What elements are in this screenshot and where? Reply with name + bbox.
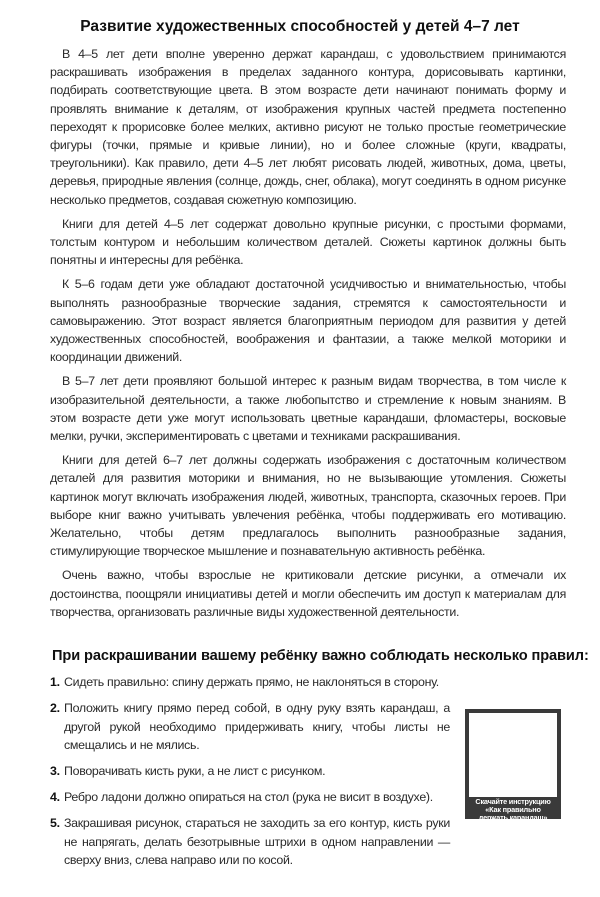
rules-list xyxy=(50,673,450,877)
download-caption xyxy=(465,798,561,822)
item-text: Поворачивать кисть руки, а не лист с рисунком. xyxy=(64,763,326,778)
item-text: Закрашивая рисунок, стараться не заходить за его контур, кисть руки не напрягать, делать безотрывные штрихи в одном направлении — сверху вниз, слева направо или по косой. xyxy=(64,816,450,867)
caption-line: Скачайте инструкцию xyxy=(475,797,551,807)
item-text: Положить книгу прямо перед собой, в одну руку взять карандаш, а другой рукой необходимо придерживать книгу, чтобы листы не смещались и не мялись. xyxy=(64,701,450,752)
download-instruction-qr-box[interactable] xyxy=(465,709,561,823)
list-item xyxy=(50,814,450,869)
item-number: 2. xyxy=(50,701,60,716)
paragraph: Книги для детей 6–7 лет должны содержать изображения с достаточным количеством деталей для развития моторики и внимания, но не вызывающие утомления. Сюжеты картинок могут включать изображения людей, животных, транспорта, сказочных героев. При выборе книг важно учитывать увлечения ребёнка, чтобы поддерживать его мотивацию. Желательно, чтобы детям предлагалось выполнить разнообразные задания, стимулирующие творческое мышление и познавательную активность ребёнка. xyxy=(50,453,566,559)
item-number: 5. xyxy=(50,816,60,831)
paragraph: К 5–6 годам дети уже обладают достаточной усидчивостью и внимательностью, чтобы выполнять разнообразные творческие задания, стремятся к самостоятельности и самовыражению. Этот возраст является благоприятным периодом для развития у детей художественных способностей, воображения и фантазии, а также мелкой моторики и координации движений. xyxy=(50,277,566,365)
qr-code-placeholder[interactable] xyxy=(469,713,557,797)
paragraph: В 5–7 лет дети проявляют большой интерес к разным видам творчества, в том числе к изобразительной деятельности, а также любопытство и стремление к новым знаниям. В этом возрасте дети уже могут использовать цветные карандаши, фломастеры, восковые мелки, ручки, экспериментировать с цветами и техниками раскрашивания. xyxy=(50,374,566,444)
paragraph: Книги для детей 4–5 лет содержат довольно крупные рисунки, с простыми формами, толстым контуром и небольшим количеством деталей. Сюжеты картинок должны быть понятны и интересны для ребёнка. xyxy=(50,216,566,268)
article-body xyxy=(50,45,566,621)
paragraph: В 4–5 лет дети вполне уверенно держат карандаш, с удовольствием принимаются раскрашивать изображения в пределах заданного контура, дорисовывать картинки, подбирать соответствующие цвета. В этом возрасте дети начинают понимать форму и проявлять внимание к деталям, от изображения крупных частей предмета постепенно переходят к прорисовке более мелких, активно рисуют не только простые геометрические фигуры (точки, прямые и кривые линии), но и более сложные (круги, квадраты, треугольники). Как правило, дети 4–5 лет любят рисовать людей, животных, дома, цветы, деревья, природные явления (солнце, дождь, снег, облака), могут соединять в одном рисунке несколько предметов, создавая сюжетную композицию. xyxy=(50,47,566,207)
caption-line: держать карандаш» xyxy=(478,813,548,823)
item-text: Сидеть правильно: спину держать прямо, не наклоняться в сторону. xyxy=(64,675,439,690)
item-number: 3. xyxy=(50,763,60,778)
item-number: 1. xyxy=(50,675,60,690)
caption-line: «Как правильно xyxy=(485,805,541,815)
rules-section xyxy=(50,673,566,877)
item-number: 4. xyxy=(50,790,60,805)
list-item xyxy=(50,788,450,806)
paragraph: Очень важно, чтобы взрослые не критиковали детские рисунки, а отмечали их достоинства, поощряли инициативы детей и могли обеспечить им доступ к материалам для творчества, организовать различные виды художественной деятельности. xyxy=(50,568,566,619)
page-title: Развитие художественных способностей у детей 4–7 лет xyxy=(80,18,520,35)
list-item xyxy=(50,699,450,754)
item-text: Ребро ладони должно опираться на стол (рука не висит в воздухе). xyxy=(64,790,433,805)
list-item xyxy=(50,762,450,780)
list-item xyxy=(50,673,450,691)
rules-heading: При раскрашивании вашему ребёнку важно соблюдать несколько правил: xyxy=(52,648,589,665)
